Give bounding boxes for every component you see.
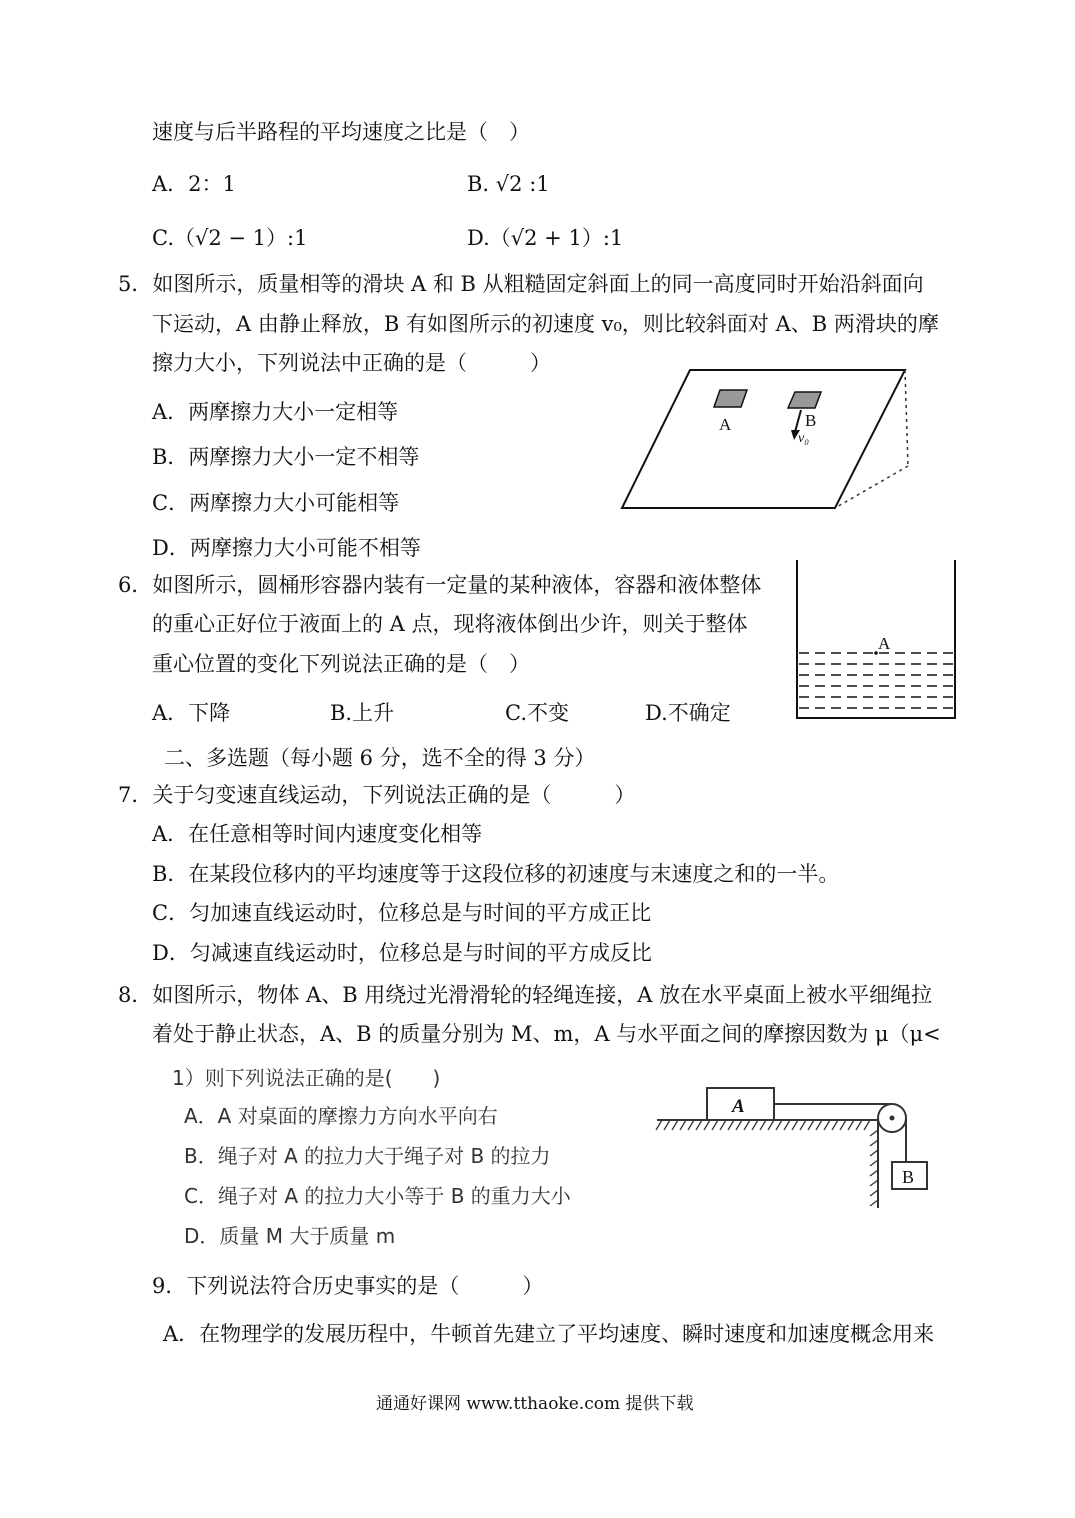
q6-option-b: B.上升: [330, 701, 395, 725]
velocity-arrow: [795, 410, 801, 432]
table-edge-hatching: [870, 1130, 878, 1206]
q9-option-a: A．在物理学的发展历程中，牛顿首先建立了平均速度、瞬时速度和加速度概念用来: [163, 1322, 935, 1346]
q8-stem-line2: 着处于静止状态，A、B 的质量分别为 M、m，A 与水平面之间的摩擦因数为 μ（μ<: [152, 1022, 941, 1046]
q7-option-c: C．匀加速直线运动时，位移总是与时间的平方成正比: [152, 901, 652, 925]
q5-option-b: B．两摩擦力大小一定不相等: [152, 445, 420, 469]
label-b: B: [902, 1167, 915, 1187]
center-of-mass-point: [874, 651, 878, 655]
q5-stem-line1: 5．如图所示，质量相等的滑块 A 和 B 从粗糙固定斜面上的同一高度同时开始沿斜面向: [118, 272, 924, 296]
cylinder-container-figure: [790, 555, 965, 725]
q6-stem-line1: 6．如图所示，圆桶形容器内装有一定量的某种液体，容器和液体整体: [118, 573, 762, 597]
q7-option-a: A．在任意相等时间内速度变化相等: [152, 822, 483, 846]
q4-option-c: C.（√2 − 1）:1: [152, 226, 308, 250]
q5-option-c: C．两摩擦力大小可能相等: [152, 491, 400, 515]
container-walls: [797, 560, 955, 718]
q6-stem-line2: 的重心正好位于液面上的 A 点，现将液体倒出少许，则关于整体: [152, 612, 748, 636]
page-footer: 通通好课网 www.tthaoke.com 提供下载: [376, 1394, 694, 1414]
q8-option-b: B．绳子对 A 的拉力大于绳子对 B 的拉力: [184, 1144, 551, 1168]
q4-stem-continuation: 速度与后半路程的平均速度之比是（ ）: [152, 120, 530, 144]
pulley-figure: [652, 1080, 952, 1215]
pulley-axle: [890, 1116, 895, 1121]
label-a: A: [719, 415, 732, 434]
q8-option-d: D．质量 M 大于质量 m: [184, 1224, 396, 1248]
q4-option-a: A．2：1: [152, 172, 236, 196]
label-v0: v₀: [798, 431, 810, 446]
label-a: A: [878, 634, 891, 653]
q5-stem-line3: 擦力大小，下列说法中正确的是（ ）: [152, 351, 551, 375]
liquid-lines: [799, 653, 953, 708]
q4-option-b: B. √2 :1: [467, 172, 550, 196]
q4-option-d: D.（√2 + 1）:1: [467, 226, 624, 250]
q9-stem: 9．下列说法符合历史事实的是（ ）: [152, 1274, 544, 1298]
block-a: [714, 390, 747, 407]
q6-stem-line3: 重心位置的变化下列说法正确的是（ ）: [152, 652, 530, 676]
q7-stem: 7．关于匀变速直线运动，下列说法正确的是（ ）: [118, 783, 636, 807]
q6-option-a: A．下降: [152, 701, 231, 725]
table-hatching: [656, 1120, 870, 1130]
q7-option-d: D．匀减速直线运动时，位移总是与时间的平方成反比: [152, 941, 652, 965]
q8-stem-line1: 8．如图所示，物体 A、B 用绕过光滑滑轮的轻绳连接，A 放在水平桌面上被水平细绳拉: [118, 983, 933, 1007]
block-b: [788, 392, 821, 408]
q6-option-d: D.不确定: [645, 701, 731, 725]
q6-option-c: C.不变: [505, 701, 569, 725]
incline-surface: [622, 370, 905, 508]
q8-option-a: A．A 对桌面的摩擦力方向水平向右: [184, 1104, 498, 1128]
incline-back-edge: [905, 370, 908, 466]
q8-option-c: C．绳子对 A 的拉力大小等于 B 的重力大小: [184, 1184, 571, 1208]
q5-option-d: D．两摩擦力大小可能不相等: [152, 536, 421, 560]
q7-option-b: B．在某段位移内的平均速度等于这段位移的初速度与末速度之和的一半。: [152, 862, 840, 886]
q8-stem-line3: 1）则下列说法正确的是( ): [172, 1066, 441, 1090]
incline-figure: [615, 360, 915, 515]
q5-option-a: A．两摩擦力大小一定相等: [152, 400, 399, 424]
section-heading: 二、多选题（每小题 6 分，选不全的得 3 分）: [164, 746, 596, 770]
label-b: B: [805, 411, 817, 430]
label-a: A: [732, 1096, 745, 1117]
q5-stem-line2: 下运动，A 由静止释放，B 有如图所示的初速度 v₀，则比较斜面对 A、B 两滑块的摩: [152, 312, 939, 336]
